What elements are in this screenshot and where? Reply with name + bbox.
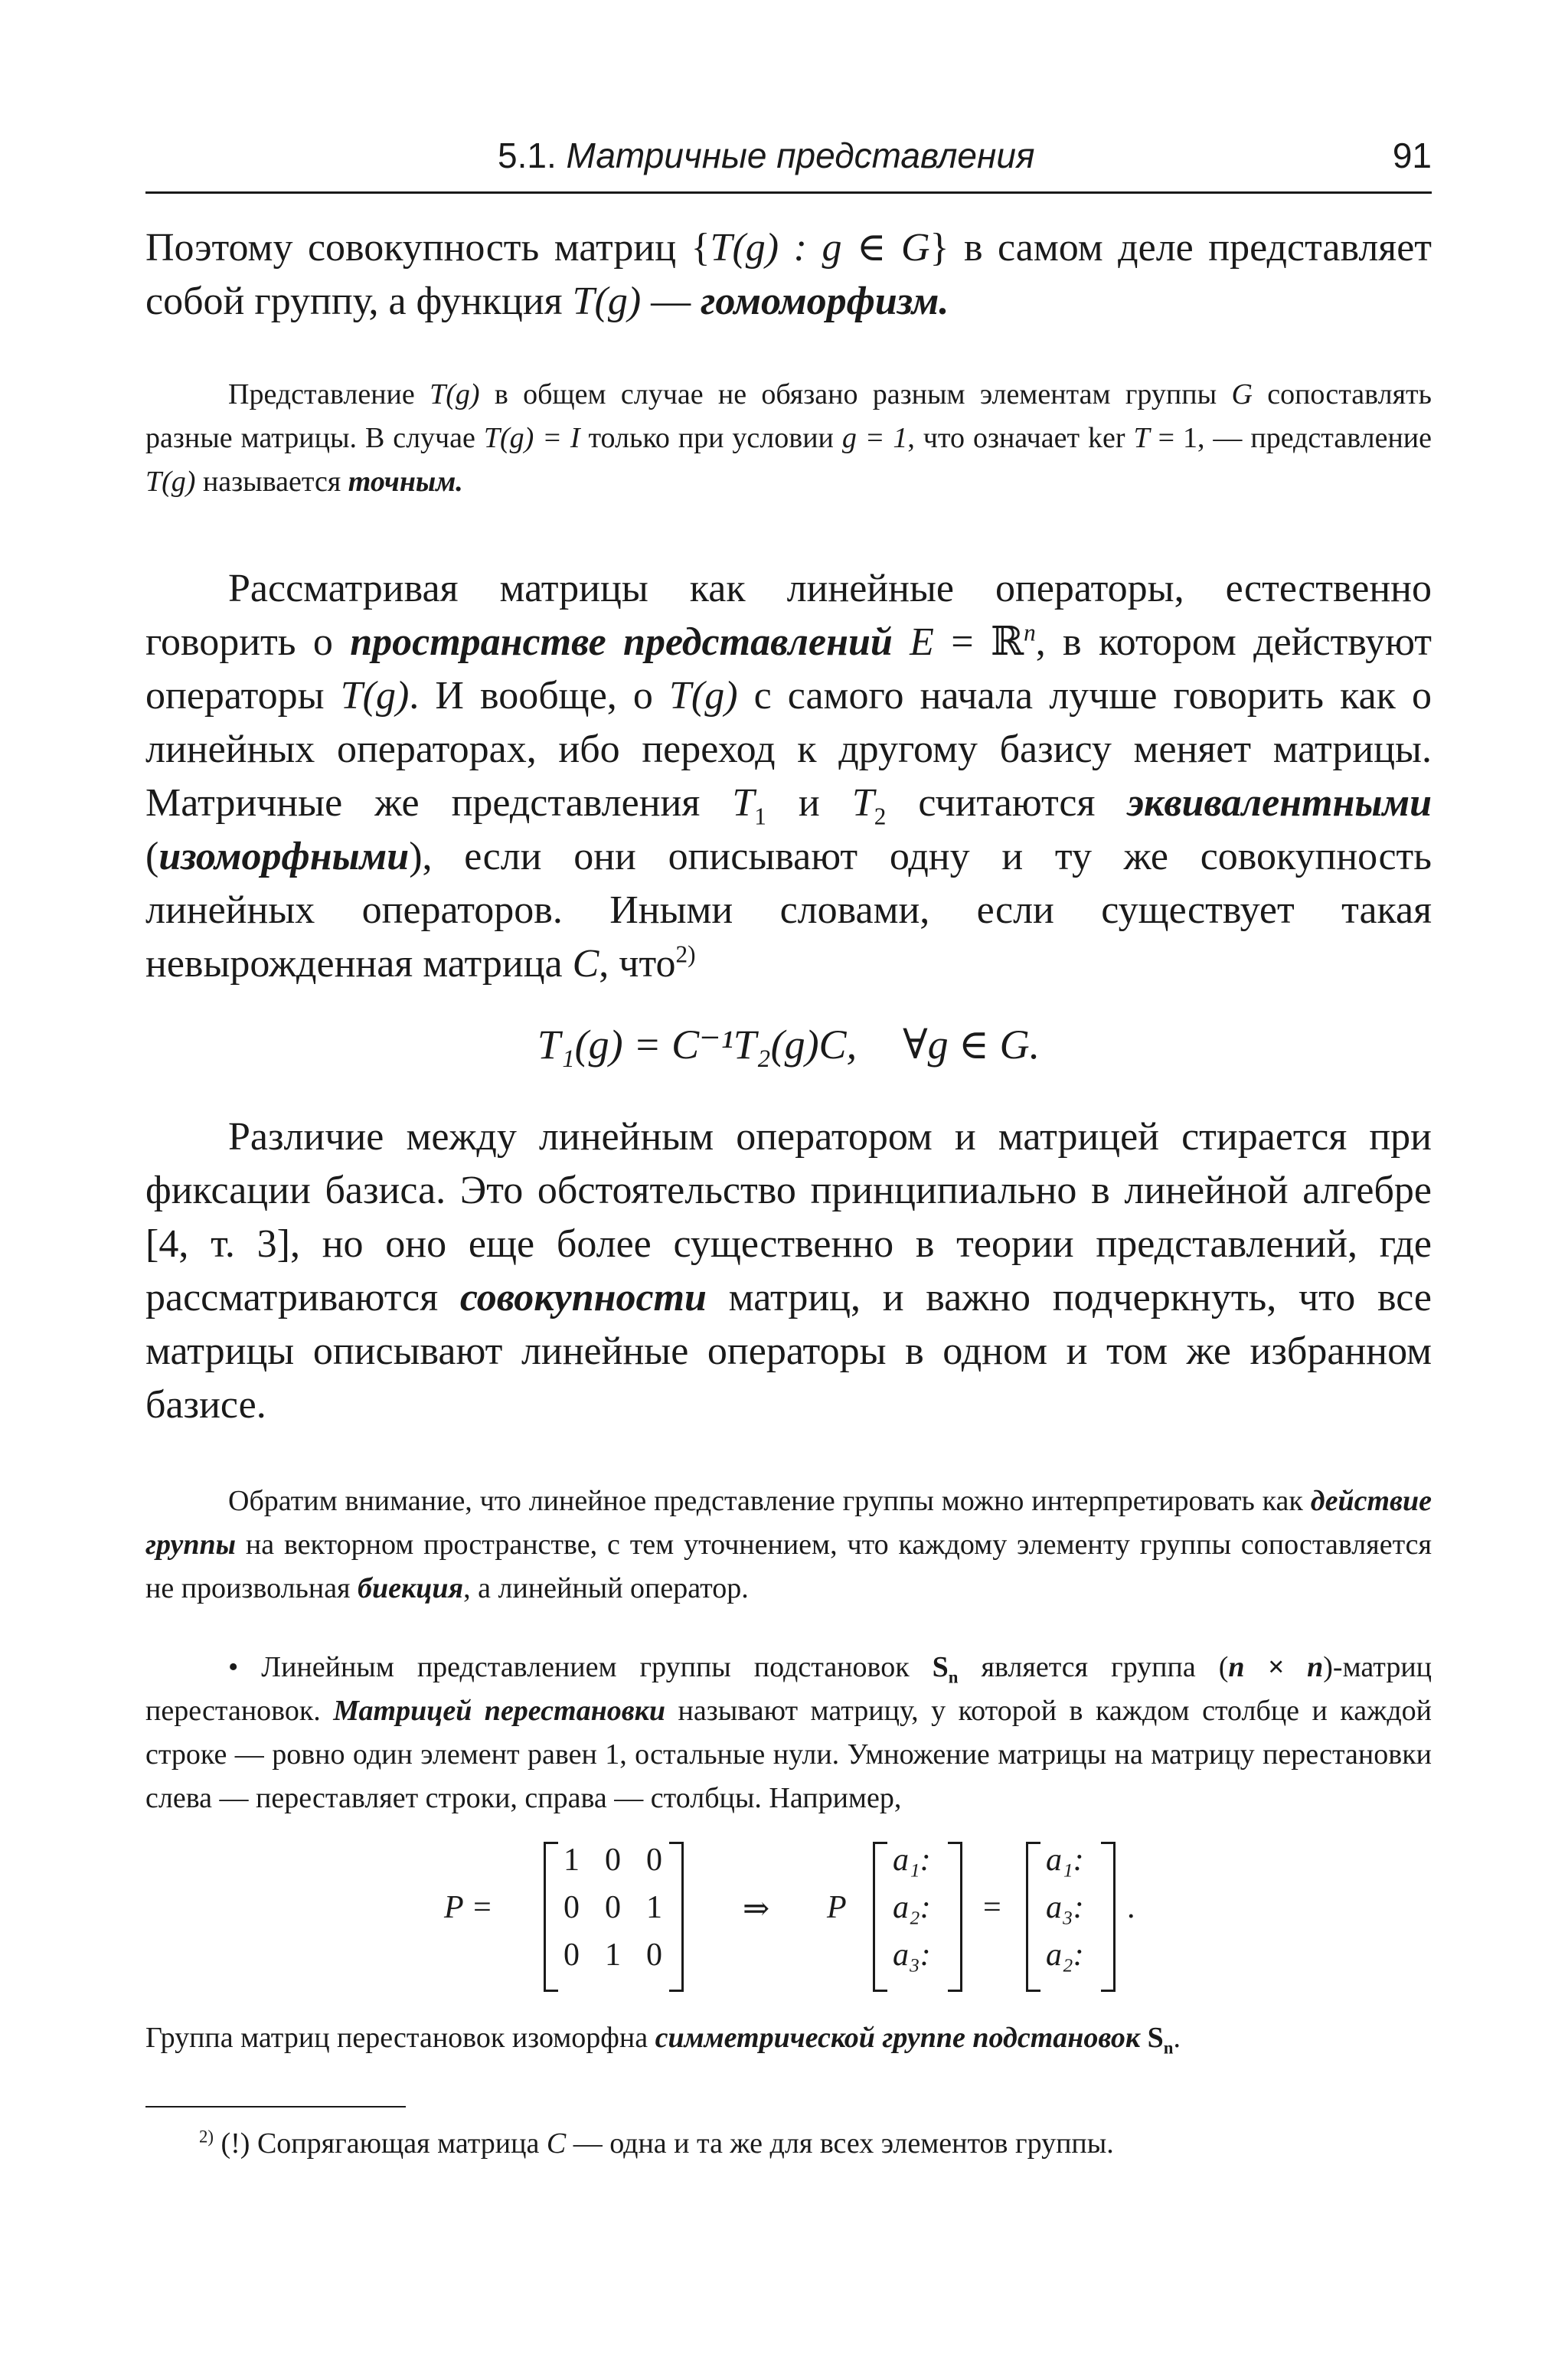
math: T (1133, 422, 1150, 454)
emphasis: пространстве представлений (350, 620, 893, 664)
text: , что (599, 942, 676, 986)
emphasis: Матрицей перестановки (333, 1695, 666, 1727)
equation-condition: ∀g ∈ G. (903, 1022, 1040, 1068)
text: матриц, и важно подчеркнуть, что все матрицы описывают линейные операторы в одном и том же избранном базисе. (145, 1276, 1432, 1427)
matrix-cell: 0 (564, 1890, 580, 1925)
math: E (910, 620, 934, 664)
paragraph-1 (145, 221, 1432, 329)
math: T (851, 781, 874, 825)
emphasis: точным. (348, 466, 463, 498)
P-label: P = (444, 1890, 493, 1925)
matrix-cell: 0 (605, 1890, 621, 1925)
emphasis: биекция (358, 1572, 464, 1604)
math: T(g) (340, 674, 410, 718)
emphasis: эквивалентными (1127, 781, 1432, 825)
text: } в самом деле представляет собой группу, а функция (145, 226, 1432, 323)
right-bracket (1101, 1842, 1116, 1992)
text: , что означает ker (907, 422, 1134, 454)
right-bracket (669, 1842, 684, 1992)
implies-icon: ⇒ (743, 1892, 770, 1927)
vector-entry: a₂: (893, 1890, 931, 1925)
vector-entry: a₁: (1046, 1843, 1084, 1878)
book-page (145, 130, 1432, 2163)
text: Линейным представлением группы подстановок (238, 1651, 933, 1683)
emphasis: симметрической группе подстановок (655, 2022, 1141, 2054)
footnote-rule (145, 2106, 406, 2107)
text: является группа ( (958, 1651, 1229, 1683)
math: g = 1 (841, 422, 908, 454)
text: Группа матриц перестановок изоморфна (145, 2022, 655, 2054)
permutation-matrix-example (145, 1834, 1432, 2003)
emphasis: действие группы (145, 1485, 1432, 1561)
emphasis: изоморфными (158, 835, 410, 878)
text: называется (195, 466, 348, 498)
display-equation (145, 1006, 1432, 1083)
left-bracket (873, 1842, 887, 1992)
subscript: 1 (754, 803, 766, 830)
vector-entry: a₃: (1046, 1890, 1084, 1925)
text: Обратим внимание, что линейное представление группы можно интерпретировать как (228, 1485, 1311, 1517)
text: (!) Сопрягающая матрица (214, 2127, 547, 2160)
equals-sign: = (983, 1890, 1001, 1925)
left-bracket (544, 1842, 558, 1992)
text: в общем случае не обязано разным элементам группы (479, 378, 1232, 410)
text: , в котором действуют операторы (145, 620, 1432, 718)
paragraph-4 (145, 1110, 1432, 1432)
math: C (572, 942, 599, 986)
text: Поэтому совокупность матриц { (145, 226, 710, 270)
text: — (641, 280, 701, 323)
section-heading (498, 135, 1035, 176)
paragraph-6 (145, 1646, 1432, 1820)
bullet-icon: • (228, 1651, 239, 1683)
vector-entry: a₃: (893, 1937, 931, 1973)
paragraph-5 (145, 1480, 1432, 1610)
math: n × n (1228, 1651, 1324, 1683)
section-title: Матричные представления (566, 136, 1035, 175)
math: T(g) (430, 378, 480, 410)
text: )-матриц перестановок. (145, 1651, 1432, 1727)
matrix-cell: 1 (605, 1937, 621, 1973)
math: T(g) : g ∈ G (710, 226, 930, 270)
text: = ℝ (933, 620, 1024, 664)
subscript: 2 (874, 803, 887, 830)
matrix-cell: 0 (564, 1937, 580, 1973)
period: . (1127, 1890, 1135, 1925)
matrix-cell: 1 (564, 1843, 580, 1878)
footnote (145, 2124, 1432, 2163)
emphasis: гомоморфизм. (701, 280, 949, 323)
text: с самого начала лучше говорить как о линейных операторах, ибо переход к другому базису меняет матрицы. Матричные же представления (145, 674, 1432, 825)
text: = 1, — представление (1149, 422, 1432, 454)
text: ), если они описывают одну и ту же совокупность линейных операторов. Иными словами, если существует такая невырожденная матрица (145, 835, 1432, 986)
text: ( (145, 835, 159, 878)
matrix-cell: 0 (646, 1937, 662, 1973)
vector-entry: a₂: (1046, 1937, 1084, 1973)
running-header (145, 130, 1432, 194)
section-number: 5.1. (498, 136, 557, 175)
paragraph-7 (145, 2016, 1432, 2060)
subscript: n (1163, 2038, 1174, 2058)
text: и (766, 781, 852, 825)
superscript: n (1024, 619, 1036, 646)
math: C (546, 2127, 567, 2160)
text: , а линейный оператор. (463, 1572, 749, 1604)
P-operator: P (827, 1890, 847, 1925)
text: — одна и та же для всех элементов группы. (566, 2127, 1114, 2160)
emphasis: совокупности (459, 1276, 707, 1319)
text: . И вообще, о (409, 674, 669, 718)
equation-lhs: T₁(g) = C⁻¹T₂(g)C, (537, 1022, 858, 1068)
matrix-cell: 0 (646, 1843, 662, 1878)
text: только при условии (580, 422, 842, 454)
text: Рассматривая матрицы как линейные операторы, естественно говорить о (145, 567, 1432, 664)
text: считаются (886, 781, 1128, 825)
footnote-ref[interactable]: 2) (675, 940, 696, 968)
math: S (932, 1651, 949, 1683)
text: . (1173, 2022, 1181, 2054)
left-bracket (1026, 1842, 1040, 1992)
text: Различие между линейным оператором и матрицей стирается при фиксации базиса. Это обстоятельство принципиально в линейной алгебре [4, т. 3], но оно еще более существенно в теории представлений, где рассматриваются (145, 1115, 1432, 1319)
right-bracket (948, 1842, 962, 1992)
math: T (732, 781, 755, 825)
math: T(g) (668, 674, 738, 718)
text: на векторном пространстве, с тем уточнением, что каждому элементу группы сопоставляется не произвольная (145, 1529, 1432, 1604)
matrix-cell: 1 (646, 1890, 662, 1925)
math: T(g) = I (483, 422, 580, 454)
text: сопоставлять разные матрицы. В случае (145, 378, 1432, 454)
math: T(g) (572, 280, 642, 323)
vector-entry: a₁: (893, 1843, 931, 1878)
text: Представление (228, 378, 430, 410)
paragraph-2 (145, 373, 1432, 504)
paragraph-3 (145, 562, 1432, 991)
footnote-mark: 2) (199, 2127, 214, 2147)
subscript: n (948, 1667, 959, 1687)
text: называют матрицу, у которой в каждом столбце и каждой строке — ровно один элемент равен 1, остальные нули. Умножение матрицы на матрицу перестановки слева — переставляет строки, справа — столбцы. Например, (145, 1695, 1432, 1814)
math: T(g) (145, 466, 196, 498)
math: S (1140, 2022, 1164, 2054)
math: G (1231, 378, 1253, 410)
matrix-cell: 0 (605, 1843, 621, 1878)
page-number: 91 (1392, 136, 1432, 175)
